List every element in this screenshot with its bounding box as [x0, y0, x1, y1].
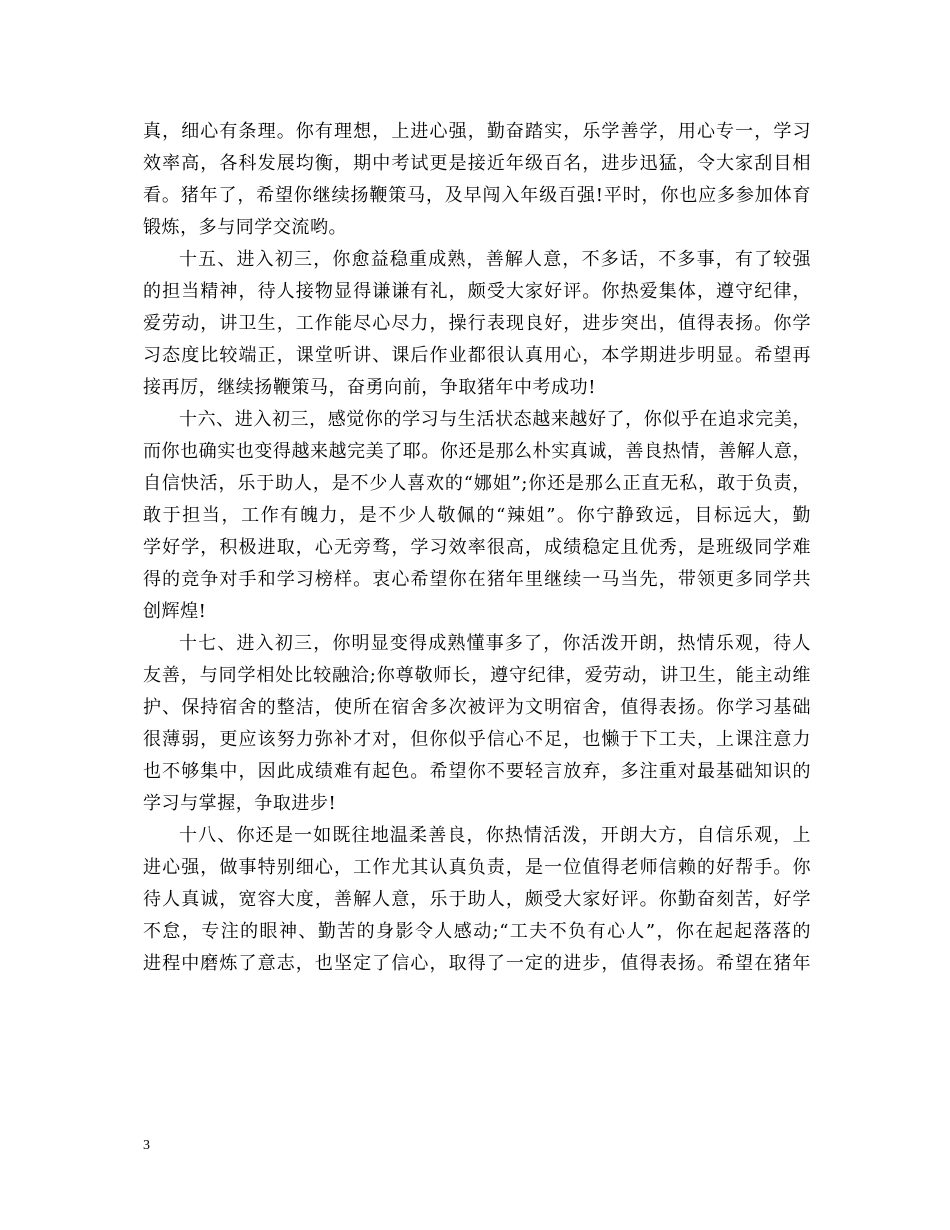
text-line: 习态度比较端正，课堂听讲、课后作业都很认真用心，本学期进步明显。希望再	[143, 345, 811, 366]
text-line: 接再厉，继续扬鞭策马，奋勇向前，争取猪年中考成功!	[143, 377, 596, 398]
paragraph-start-15: 十五、进入初三，你愈益稳重成熟，善解人意，不多话，不多事，有了较强	[179, 249, 811, 270]
text-line: 锻炼，多与同学交流哟。	[143, 217, 348, 238]
text-line: 看。猪年了，希望你继续扬鞭策马，及早闯入年级百强!平时，你也应多参加体育	[143, 185, 811, 206]
text-line: 学好学，积极进取，心无旁骛，学习效率很高，成绩稳定且优秀，是班级同学难	[143, 537, 811, 558]
text-line: 自信快活，乐于助人，是不少人喜欢的“娜姐”;你还是那么正直无私，敢于负责，	[143, 473, 811, 494]
text-line: 真，细心有条理。你有理想，上进心强，勤奋踏实，乐学善学，用心专一，学习	[143, 121, 811, 142]
page-number: 3	[143, 1138, 150, 1153]
text-line: 创辉煌!	[143, 601, 207, 622]
document-body	[143, 116, 811, 980]
text-line: 而你也确实也变得越来越完美了耶。你还是那么朴实真诚，善良热情，善解人意，	[143, 441, 811, 462]
paragraph-start-17: 十七、进入初三，你明显变得成熟懂事多了，你活泼开朗，热情乐观，待人	[179, 633, 811, 654]
paragraph-start-18: 十八、你还是一如既往地温柔善良，你热情活泼，开朗大方，自信乐观，上	[179, 825, 811, 846]
paragraph-start-16: 十六、进入初三，感觉你的学习与生活状态越来越好了，你似乎在追求完美，	[179, 409, 811, 430]
text-line: 敢于担当，工作有魄力，是不少人敬佩的“辣姐”。你宁静致远，目标远大，勤	[143, 505, 811, 526]
text-line: 友善，与同学相处比较融洽;你尊敬师长，遵守纪律，爱劳动，讲卫生，能主动维	[143, 665, 811, 686]
text-line: 很薄弱，更应该努力弥补才对，但你似乎信心不足，也懒于下工夫，上课注意力	[143, 729, 811, 750]
text-line: 爱劳动，讲卫生，工作能尽心尽力，操行表现良好，进步突出，值得表扬。你学	[143, 313, 811, 334]
text-line: 也不够集中，因此成绩难有起色。希望你不要轻言放弃，多注重对最基础知识的	[143, 761, 811, 782]
text-line: 进程中磨炼了意志，也坚定了信心，取得了一定的进步，值得表扬。希望在猪年	[143, 953, 811, 974]
text-line: 学习与掌握，争取进步!	[143, 793, 337, 814]
text-line: 得的竞争对手和学习榜样。衷心希望你在猪年里继续一马当先，带领更多同学共	[143, 569, 811, 590]
text-line: 待人真诚，宽容大度，善解人意，乐于助人，颇受大家好评。你勤奋刻苦，好学	[143, 889, 811, 910]
text-line: 护、保持宿舍的整洁，使所在宿舍多次被评为文明宿舍，值得表扬。你学习基础	[143, 697, 811, 718]
text-line: 进心强，做事特别细心，工作尤其认真负责，是一位值得老师信赖的好帮手。你	[143, 857, 811, 878]
text-line: 效率高，各科发展均衡，期中考试更是接近年级百名，进步迅猛，令大家刮目相	[143, 153, 811, 174]
text-line: 的担当精神，待人接物显得谦谦有礼，颇受大家好评。你热爱集体，遵守纪律，	[143, 281, 811, 302]
text-line: 不怠，专注的眼神、勤苦的身影令人感动;“工夫不负有心人”，你在起起落落的	[143, 921, 811, 942]
